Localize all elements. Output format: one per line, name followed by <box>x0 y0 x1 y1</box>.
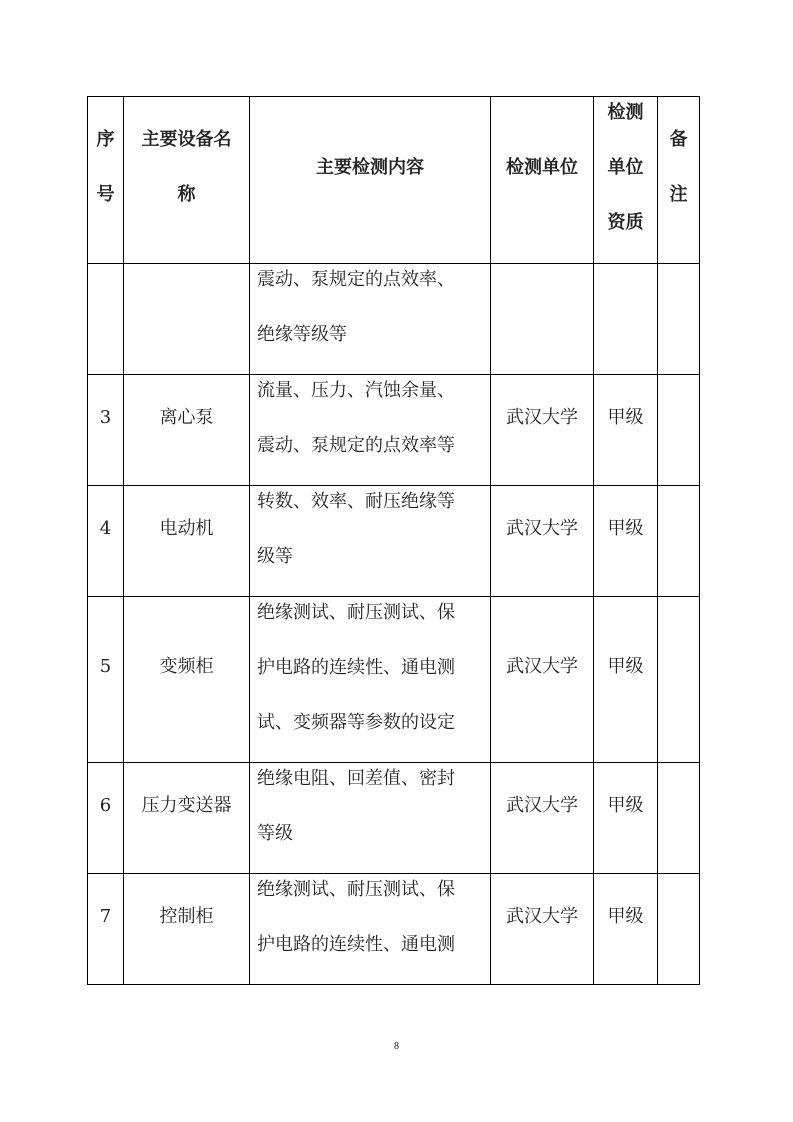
equipment-inspection-table <box>87 96 700 985</box>
cell-inspection-unit: 武汉大学 <box>491 375 594 486</box>
cell-inspection-unit: 武汉大学 <box>491 763 594 874</box>
cell-remarks <box>658 486 700 597</box>
cell-inspection-content: 震动、泵规定的点效率、 绝缘等级等 <box>250 264 491 375</box>
cell-serial-number: 7 <box>88 874 124 985</box>
cell-unit-qualification: 甲级 <box>594 486 658 597</box>
cell-equipment-name: 控制柜 <box>124 874 250 985</box>
cell-inspection-unit: 武汉大学 <box>491 597 594 763</box>
cell-remarks <box>658 763 700 874</box>
cell-unit-qualification: 甲级 <box>594 874 658 985</box>
cell-serial-number <box>88 264 124 375</box>
page-number: 8 <box>394 1041 399 1052</box>
cell-serial-number: 4 <box>88 486 124 597</box>
cell-inspection-unit: 武汉大学 <box>491 486 594 597</box>
header-unit-qualification: 检测 单位 资质 <box>594 97 658 264</box>
cell-unit-qualification <box>594 264 658 375</box>
cell-unit-qualification: 甲级 <box>594 597 658 763</box>
cell-equipment-name: 变频柜 <box>124 597 250 763</box>
cell-inspection-unit <box>491 264 594 375</box>
cell-equipment-name: 压力变送器 <box>124 763 250 874</box>
cell-serial-number: 3 <box>88 375 124 486</box>
cell-remarks <box>658 597 700 763</box>
table-row <box>88 597 700 763</box>
cell-remarks <box>658 264 700 375</box>
cell-serial-number: 5 <box>88 597 124 763</box>
cell-serial-number: 6 <box>88 763 124 874</box>
cell-equipment-name <box>124 264 250 375</box>
header-inspection-unit: 检测单位 <box>491 97 594 264</box>
cell-inspection-unit: 武汉大学 <box>491 874 594 985</box>
header-equipment-name: 主要设备名 称 <box>124 97 250 264</box>
table-row <box>88 486 700 597</box>
cell-inspection-content: 流量、压力、汽蚀余量、 震动、泵规定的点效率等 <box>250 375 491 486</box>
header-inspection-content: 主要检测内容 <box>250 97 491 264</box>
table-header-row <box>88 97 700 264</box>
cell-inspection-content: 绝缘电阻、回差值、密封 等级 <box>250 763 491 874</box>
table-row <box>88 264 700 375</box>
table-row <box>88 375 700 486</box>
cell-equipment-name: 离心泵 <box>124 375 250 486</box>
cell-inspection-content: 绝缘测试、耐压测试、保 护电路的连续性、通电测 <box>250 874 491 985</box>
cell-unit-qualification: 甲级 <box>594 375 658 486</box>
header-remarks: 备 注 <box>658 97 700 264</box>
table-row <box>88 874 700 985</box>
cell-equipment-name: 电动机 <box>124 486 250 597</box>
table-row <box>88 763 700 874</box>
cell-unit-qualification: 甲级 <box>594 763 658 874</box>
header-serial-number: 序 号 <box>88 97 124 264</box>
cell-inspection-content: 转数、效率、耐压绝缘等 级等 <box>250 486 491 597</box>
cell-remarks <box>658 874 700 985</box>
cell-inspection-content: 绝缘测试、耐压测试、保 护电路的连续性、通电测 试、变频器等参数的设定 <box>250 597 491 763</box>
cell-remarks <box>658 375 700 486</box>
